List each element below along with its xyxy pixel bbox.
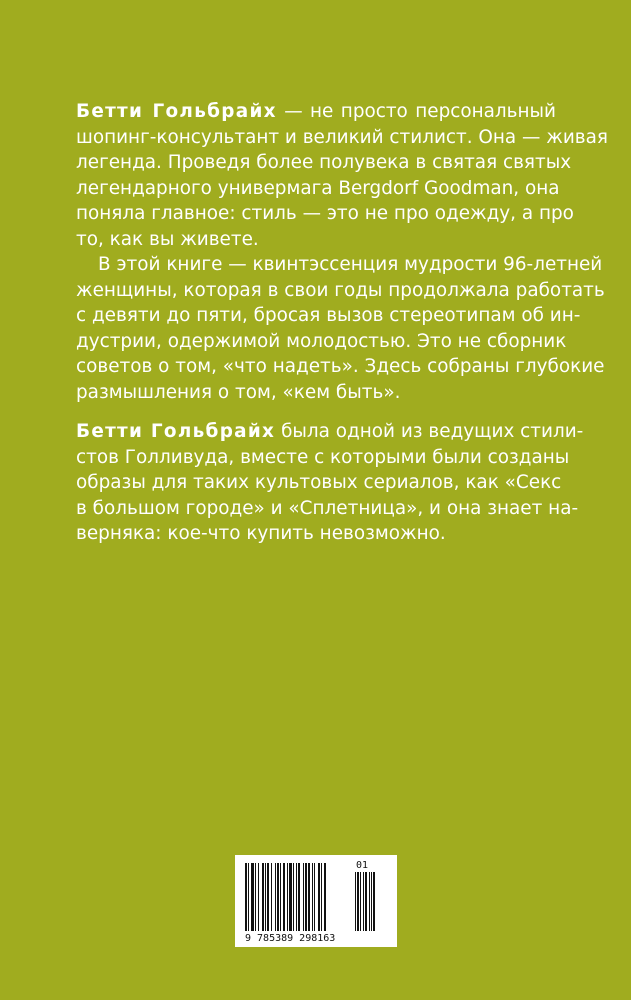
barcode-bar xyxy=(293,863,294,931)
barcode-bar xyxy=(305,863,307,931)
barcode-bar xyxy=(275,863,276,931)
barcode-addon-bar xyxy=(365,872,367,931)
barcode-bar xyxy=(318,863,320,931)
barcode-bar xyxy=(324,863,326,931)
text-line: поняла главное: стиль — это не про одежду, а про xyxy=(76,203,574,224)
barcode-addon-bar xyxy=(360,872,361,931)
barcode-bar xyxy=(277,863,279,931)
author-name: Бетти Гольбрайх xyxy=(76,101,277,122)
barcode-addon-bar xyxy=(371,872,372,931)
text-line: шопинг-консультант и великий стилист. Она — живая xyxy=(76,126,608,148)
author-name: Бетти Гольбрайх xyxy=(76,421,276,442)
text-line: образы для таких культовых сериалов, как «Секс xyxy=(76,472,562,493)
text-line: Бетти Гольбрайх — не просто персональный xyxy=(76,101,556,122)
text-line: стов Голливуда, вместе с которыми были созданы xyxy=(76,446,570,468)
barcode-addon-digits: 01 xyxy=(356,860,369,871)
barcode-bar xyxy=(308,863,310,931)
text-line: то, как вы живете. xyxy=(76,228,259,250)
text-line: женщины, которая в свои годы продолжала работать xyxy=(76,279,605,301)
description-paragraph-2 xyxy=(76,419,584,547)
barcode-bar xyxy=(262,863,264,931)
barcode-bar xyxy=(245,863,247,931)
barcode-bar xyxy=(280,863,281,931)
text-line: В этой книге — квинтэссенция мудрости 96-летней xyxy=(98,254,603,275)
barcode-addon-bar xyxy=(355,872,356,931)
barcode-bar xyxy=(265,863,266,931)
barcode-addon-bar xyxy=(357,872,359,931)
description-paragraph-1 xyxy=(76,99,608,405)
text-line: легендарного универмага Bergdorf Goodman, она xyxy=(76,177,560,199)
barcode-bar xyxy=(312,863,313,931)
isbn-barcode xyxy=(235,855,397,947)
barcode-bar xyxy=(271,863,272,931)
text-line: дустрии, одержимой молодостью. Это не сборник xyxy=(76,330,567,352)
barcode-bar xyxy=(287,863,288,931)
barcode-bar xyxy=(303,863,304,931)
text-line: Бетти Гольбрайх была одной из ведущих стили- xyxy=(76,421,584,442)
barcode-bar xyxy=(267,863,269,931)
barcode-bar xyxy=(321,863,322,931)
barcode-addon-bar xyxy=(363,872,364,931)
text-line: в большом городе» и «Сплетница», и она знает на- xyxy=(76,497,579,519)
barcode-bar xyxy=(258,863,259,931)
barcode-addon-bar xyxy=(369,872,370,931)
barcode-bar xyxy=(251,863,254,931)
barcode-bar xyxy=(255,863,256,931)
barcode-bar xyxy=(289,863,292,931)
barcode-addon-bar xyxy=(373,872,375,931)
barcode-bar xyxy=(298,863,300,931)
barcode-bar xyxy=(296,863,297,931)
barcode-bar xyxy=(248,863,249,931)
barcode-bar xyxy=(283,863,285,931)
text-line: с девяти до пяти, бросая вызов стереотипам об ин- xyxy=(76,305,581,326)
isbn-digits: 9 785389 298163 xyxy=(245,933,336,944)
text-line: верняка: кое-что купить невозможно. xyxy=(76,523,446,544)
text-line: советов о том, «что надеть». Здесь собраны глубокие xyxy=(76,356,605,377)
text-line: легенда. Проведя более полувека в святая святых xyxy=(76,152,572,173)
barcode-bar xyxy=(314,863,315,931)
text-line: размышления о том, «кем быть». xyxy=(76,381,401,403)
barcode-graphic xyxy=(235,855,397,947)
